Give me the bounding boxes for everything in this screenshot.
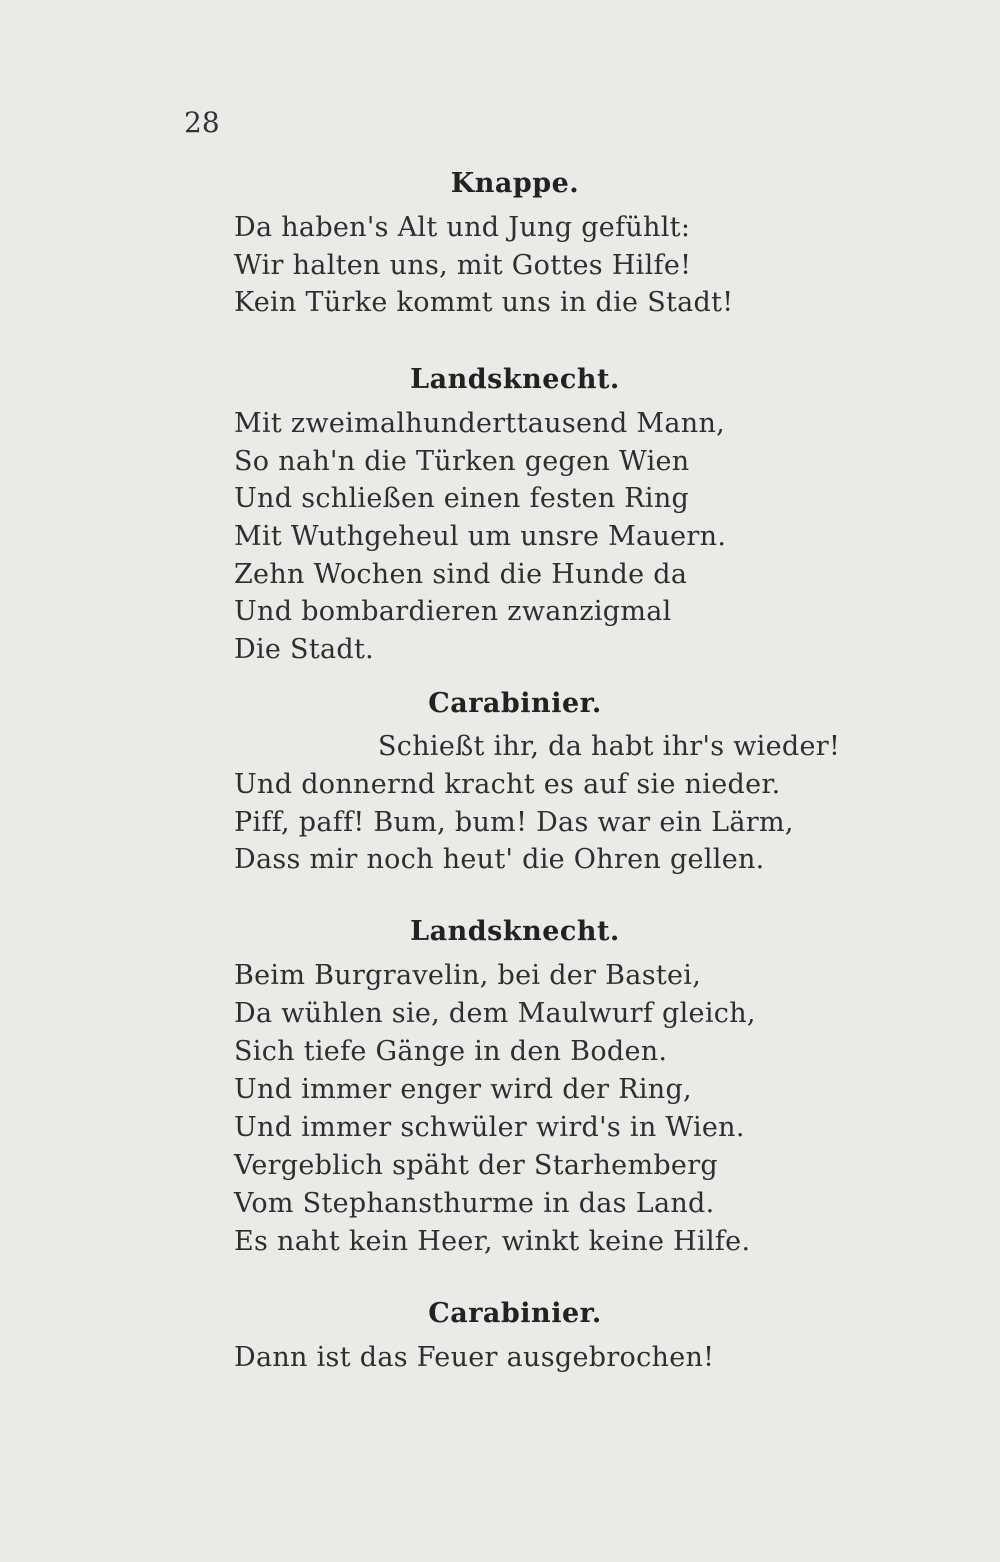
verse-line: Beim Burgravelin, bei der Bastei, [234, 960, 702, 991]
verse-line: Mit Wuthgeheul um unsre Mauern. [234, 521, 727, 552]
verse-line: Und immer enger wird der Ring, [234, 1074, 692, 1105]
verse-line: Dann ist das Feuer ausgebrochen! [234, 1342, 715, 1373]
verse-line: Sich tiefe Gänge in den Boden. [234, 1036, 668, 1067]
verse-line: Und donnernd kracht es auf sie nieder. [234, 769, 781, 800]
verse-line: Und immer schwüler wird's in Wien. [234, 1112, 745, 1143]
speaker-heading: Carabinier. [428, 688, 602, 719]
verse-line: Da haben's Alt und Jung gefühlt: [234, 212, 691, 243]
verse-line: Wir halten uns, mit Gottes Hilfe! [234, 250, 692, 281]
verse-line: Dass mir noch heut' die Ohren gellen. [234, 844, 765, 875]
verse-line: Piff, paff! Bum, bum! Das war ein Lärm, [234, 807, 794, 838]
verse-line: Kein Türke kommt uns in die Stadt! [234, 287, 734, 318]
verse-line: So nah'n die Türken gegen Wien [234, 446, 690, 477]
verse-line: Vergeblich späht der Starhemberg [234, 1150, 718, 1181]
speaker-heading: Landsknecht. [410, 364, 620, 395]
speaker-heading: Carabinier. [428, 1298, 602, 1329]
verse-line: Und bombardieren zwanzigmal [234, 596, 672, 627]
verse-line: Da wühlen sie, dem Maulwurf gleich, [234, 998, 756, 1029]
verse-line: Schießt ihr, da habt ihr's wieder! [378, 731, 841, 762]
verse-line: Zehn Wochen sind die Hunde da [234, 559, 688, 590]
verse-line: Es naht kein Heer, winkt keine Hilfe. [234, 1226, 751, 1257]
page-number: 28 [184, 106, 220, 139]
verse-line: Mit zweimalhunderttausend Mann, [234, 408, 726, 439]
verse-line: Vom Stephansthurme in das Land. [234, 1188, 715, 1219]
verse-line: Die Stadt. [234, 634, 375, 665]
speaker-heading: Knappe. [450, 168, 580, 199]
verse-line: Und schließen einen festen Ring [234, 483, 690, 514]
speaker-heading: Landsknecht. [410, 916, 620, 947]
